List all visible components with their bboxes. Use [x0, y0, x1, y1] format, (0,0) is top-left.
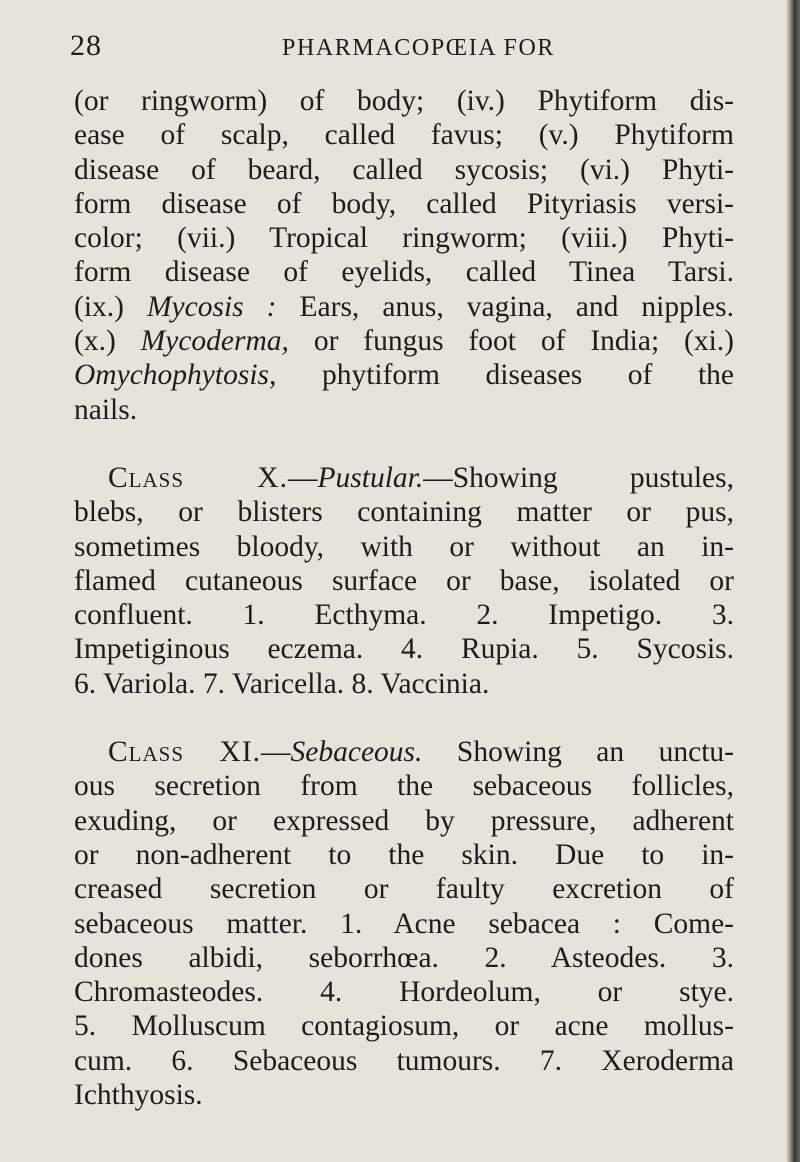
em-dash: — [261, 736, 291, 769]
text-line: confluent. 1. Ecthyma. 2. Impetigo. 3. [74, 599, 734, 632]
paragraph-class-x [74, 461, 734, 701]
paragraph-phytiform-list [74, 84, 734, 427]
text-line [74, 461, 734, 495]
page-edge [786, 0, 800, 1162]
class-xi-name: Sebaceous. [290, 736, 423, 769]
text-line: ous secretion from the sebaceous follicles, [74, 770, 734, 803]
text-segment: Showing an unctu- [422, 736, 734, 769]
body-text [74, 84, 734, 1112]
running-head: PHARMACOPŒIA FOR [282, 35, 556, 61]
paragraph-class-xi [74, 735, 734, 1112]
text-segment: Ears, anus, vagina, and nipples. [276, 290, 735, 323]
text-segment: (x.) [74, 325, 141, 358]
italic-term-mycoderma: Mycoderma, [140, 325, 289, 358]
class-x-heading: Class X. [108, 461, 288, 494]
text-segment: —Showing pustules, [423, 461, 734, 494]
text-line: disease of beard, called sycosis; (vi.) Phyti- [74, 153, 734, 186]
paragraph-spacer [74, 427, 734, 461]
text-line [74, 735, 734, 769]
class-xi-heading: Class XI. [108, 736, 262, 769]
class-x-name: Pustular. [317, 461, 424, 494]
paragraph-spacer [74, 701, 734, 735]
text-segment: or fungus foot of India; (xi.) [288, 325, 735, 358]
italic-term-omychophytosis: Omychophytosis, [74, 359, 277, 392]
text-line: sometimes bloody, with or without an in- [74, 530, 734, 563]
page-number: 28 [70, 29, 102, 62]
text-line: Impetiginous eczema. 4. Rupia. 5. Sycosis. [74, 633, 734, 666]
text-line [74, 358, 734, 392]
text-line: cum. 6. Sebaceous tumours. 7. Xeroderma [74, 1044, 734, 1077]
em-dash: — [288, 461, 318, 494]
text-line: 6. Variola. 7. Varicella. 8. Vaccinia. [74, 667, 490, 700]
text-line: ease of scalp, called favus; (v.) Phytiform [74, 119, 734, 152]
text-line: dones albidi, seborrhœa. 2. Asteodes. 3. [74, 941, 734, 974]
page-header [70, 28, 730, 68]
text-line: sebaceous matter. 1. Acne sebacea : Come- [74, 907, 734, 940]
text-line: creased secretion or faulty excretion of [74, 873, 734, 906]
text-line: Ichthyosis. [74, 1079, 203, 1112]
text-line: form disease of eyelids, called Tinea Tarsi. [74, 256, 734, 289]
text-line: 5. Molluscum contagiosum, or acne mollus- [74, 1010, 734, 1043]
text-line: nails. [74, 393, 138, 426]
text-segment: (ix.) [74, 290, 147, 323]
text-line: color; (vii.) Tropical ringworm; (viii.) Phyti- [74, 222, 734, 255]
italic-term-mycosis: Mycosis : [146, 290, 277, 323]
text-line: or non-adherent to the skin. Due to in- [74, 838, 734, 871]
text-line: flamed cutaneous surface or base, isolated or [74, 564, 734, 597]
text-line [74, 324, 734, 358]
text-line: form disease of body, called Pityriasis versi- [74, 187, 734, 220]
text-line: blebs, or blisters containing matter or pus, [74, 496, 734, 529]
text-line: Chromasteodes. 4. Hordeolum, or stye. [74, 976, 734, 1009]
text-segment: phytiform diseases of the [276, 359, 734, 392]
text-line: (or ringworm) of body; (iv.) Phytiform dis- [74, 85, 734, 117]
text-line [74, 290, 734, 324]
text-line: exuding, or expressed by pressure, adherent [74, 804, 734, 837]
